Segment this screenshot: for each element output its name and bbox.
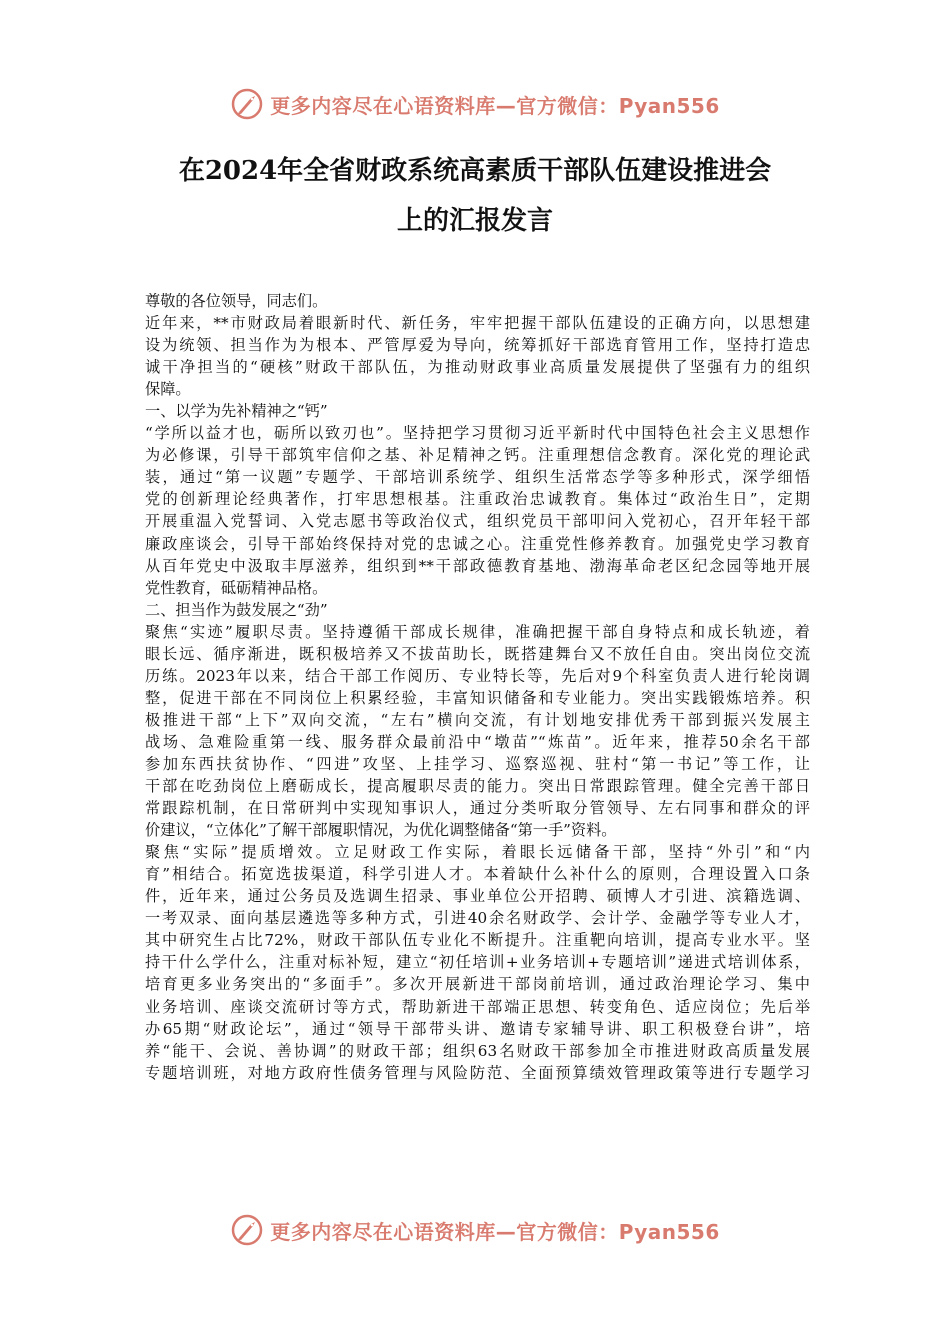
text-line: 聚焦“实际”提质增效。立足财政工作实际，着眼长远储备干部，坚持“外引”和“内 bbox=[145, 843, 810, 862]
text-line: 装，通过“第一议题”专题学、干部培训系统学、组织生活常态学等多种形式，深学细悟 bbox=[145, 468, 810, 487]
text-line: 参加东西扶贫协作、“四进”攻坚、上挂学习、巡察巡视、驻村“第一书记”等工作，让 bbox=[145, 754, 810, 773]
footer-watermark-banner bbox=[0, 1210, 950, 1250]
text-line: 眼长远、循序渐进，既积极培养又不拔苗助长，既搭建舞台又不放任自由。突出岗位交流 bbox=[145, 644, 810, 663]
text-line: 为必修课，引导干部筑牢信仰之基、补足精神之钙。注重理想信念教育。深化党的理论武 bbox=[145, 446, 810, 465]
pen-nib-logo-icon bbox=[230, 87, 264, 121]
watermark-text: 更多内容尽在心语资料库—官方微信：Pyan556 bbox=[270, 93, 720, 118]
text-line: “学所以益才也，砺所以致刃也”。坚持把学习贯彻习近平新时代中国特色社会主义思想作 bbox=[145, 424, 810, 443]
text-line: 持干什么学什么，注重对标补短，建立“初任培训+业务培训+专题培训”递进式培训体系， bbox=[145, 953, 810, 972]
pen-nib-logo-icon bbox=[230, 1213, 264, 1247]
text-line: 党的创新理论经典著作，打牢思想根基。注重政治忠诚教育。集体过“政治生日”，定期 bbox=[145, 490, 810, 509]
text-line: 价建议，“立体化”了解干部履职情况，为优化调整储备“第一手”资料。 bbox=[145, 821, 617, 840]
text-line: 近年来，**市财政局着眼新时代、新任务，牢牢把握干部队伍建设的正确方向，以思想建 bbox=[145, 314, 810, 333]
text-line: 一、以学为先补精神之“钙” bbox=[145, 402, 328, 421]
title-line: 上的汇报发言 bbox=[396, 206, 553, 236]
text-line: 历练。2023年以来，结合干部工作阅历、专业特长等，先后对9个科室负责人进行轮岗调 bbox=[145, 666, 810, 685]
text-line: 件，近年来，通过公务员及选调生招录、事业单位公开招聘、硕博人才引进、滨籍选调、 bbox=[145, 887, 810, 906]
document-body bbox=[145, 290, 810, 1084]
text-line: 战场、急难险重第一线、服务群众最前沿中“墩苗”“炼苗”。近年来，推荐50余名干部 bbox=[145, 732, 810, 751]
text-line: 常跟踪机制，在日常研判中实现知事识人，通过分类听取分管领导、左右同事和群众的评 bbox=[145, 799, 810, 818]
text-line: 设为统领、担当作为为根本、严管厚爱为导向，统筹抓好干部选育管用工作，坚持打造忠 bbox=[145, 336, 810, 355]
header-watermark-banner bbox=[0, 84, 950, 124]
text-line: 尊敬的各位领导，同志们。 bbox=[145, 292, 328, 310]
text-line: 诚干净担当的“硬核”财政干部队伍，为推动财政事业高质量发展提供了坚强有力的组织 bbox=[145, 358, 810, 377]
text-line: 办65期“财政论坛”，通过“领导干部带头讲、邀请专家辅导讲、职工积极登台讲”，培 bbox=[145, 1019, 810, 1038]
title-line: 在2024年全省财政系统高素质干部队伍建设推进会 bbox=[178, 156, 772, 186]
document-title bbox=[110, 146, 840, 246]
text-line: 聚焦“实迹”履职尽责。坚持遵循干部成长规律，准确把握干部自身特点和成长轨迹，着 bbox=[145, 622, 810, 641]
text-line: 干部在吃劲岗位上磨砺成长，提高履职尽责的能力。突出日常跟踪管理。健全完善干部日 bbox=[145, 777, 810, 796]
text-line: 专题培训班，对地方政府性债务管理与风险防范、全面预算绩效管理政策等进行专题学习 bbox=[145, 1063, 810, 1082]
text-line: 从百年党史中汲取丰厚滋养，组织到**干部政德教育基地、渤海革命老区纪念园等地开展 bbox=[145, 556, 810, 575]
text-line: 育”相结合。拓宽选拔渠道，科学引进人才。本着缺什么补什么的原则，合理设置入口条 bbox=[145, 865, 810, 884]
text-line: 培育更多业务突出的“多面手”。多次开展新进干部岗前培训，通过政治理论学习、集中 bbox=[145, 975, 810, 994]
text-line: 一考双录、面向基层遴选等多种方式，引进40余名财政学、会计学、金融学等专业人才， bbox=[145, 909, 810, 928]
watermark-text: 更多内容尽在心语资料库—官方微信：Pyan556 bbox=[270, 1219, 720, 1244]
text-line: 整，促进干部在不同岗位上积累经验，丰富知识储备和专业能力。突出实践锻炼培养。积 bbox=[145, 688, 810, 707]
text-line: 其中研究生占比72%，财政干部队伍专业化不断提升。注重靶向培训，提高专业水平。坚 bbox=[145, 931, 810, 950]
text-line: 开展重温入党誓词、入党志愿书等政治仪式，组织党员干部叩问入党初心，召开年轻干部 bbox=[145, 512, 810, 531]
text-line: 极推进干部“上下”双向交流，“左右”横向交流，有计划地安排优秀干部到振兴发展主 bbox=[145, 710, 810, 729]
text-line: 保障。 bbox=[145, 380, 191, 399]
text-line: 业务培训、座谈交流研讨等方式，帮助新进干部端正思想、转变角色、适应岗位；先后举 bbox=[145, 997, 810, 1016]
text-line: 养“能干、会说、善协调”的财政干部；组织63名财政干部参加全市推进财政高质量发展 bbox=[145, 1041, 810, 1060]
text-line: 廉政座谈会，引导干部始终保持对党的忠诚之心。注重党性修养教育。加强党史学习教育 bbox=[145, 534, 810, 553]
text-line: 党性教育，砥砺精神品格。 bbox=[145, 578, 328, 597]
text-line: 二、担当作为鼓发展之“劲” bbox=[145, 600, 328, 619]
